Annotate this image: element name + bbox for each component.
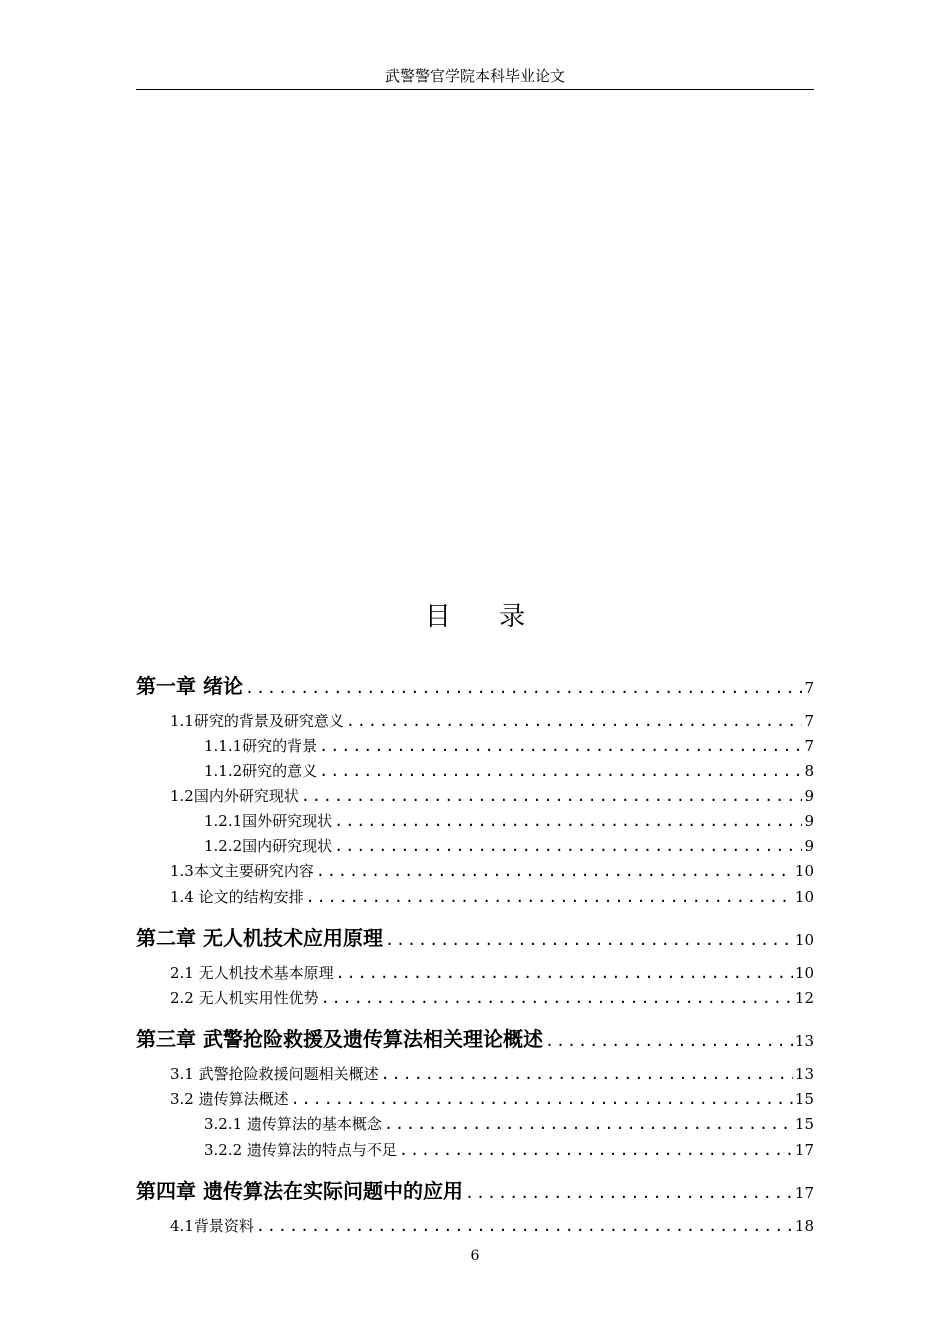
dot-leader (245, 679, 802, 697)
toc-entry-page: 9 (804, 837, 814, 855)
toc-entry-page: 10 (794, 931, 814, 949)
toc-entry-1-1[interactable] (170, 710, 814, 731)
dot-leader (319, 762, 802, 780)
dot-leader (384, 1115, 793, 1133)
toc-entry-chapter-2[interactable] (136, 922, 814, 951)
toc-entry-1-2-1[interactable] (204, 810, 814, 831)
toc-entry-page: 9 (804, 812, 814, 830)
toc-entry-3-2[interactable] (170, 1088, 814, 1109)
toc-entry-label: 1.3本文主要研究内容 (170, 862, 314, 880)
toc-entry-label: 第三章 武警抢险救援及遗传算法相关理论概述 (136, 1027, 543, 1051)
dot-leader (399, 1141, 793, 1159)
toc-entry-3-2-1[interactable] (204, 1113, 814, 1134)
toc-entry-page: 7 (804, 679, 814, 697)
toc-entry-4-1[interactable] (170, 1215, 814, 1236)
toc-entry-label: 1.1.2研究的意义 (204, 762, 318, 780)
toc-entry-label: 1.2国内外研究现状 (170, 787, 299, 805)
page-header (136, 64, 814, 90)
toc-entry-chapter-1[interactable] (136, 670, 814, 699)
toc-entry-3-1[interactable] (170, 1063, 814, 1084)
dot-leader (321, 989, 793, 1007)
toc-entry-page: 15 (794, 1115, 814, 1133)
toc-entry-page: 17 (794, 1141, 814, 1159)
toc-entry-1-4[interactable] (170, 886, 814, 907)
dot-leader (334, 812, 802, 830)
dot-leader (334, 837, 802, 855)
dot-leader (465, 1184, 793, 1202)
toc-entry-label: 3.2.1 遗传算法的基本概念 (204, 1115, 382, 1133)
toc-entry-page: 10 (794, 964, 814, 982)
toc-entry-page: 9 (804, 787, 814, 805)
toc-entry-page: 7 (804, 712, 814, 730)
toc-entry-3-2-2[interactable] (204, 1139, 814, 1160)
toc-entry-page: 13 (794, 1065, 814, 1083)
toc-entry-2-2[interactable] (170, 987, 814, 1008)
toc-entry-page: 15 (794, 1090, 814, 1108)
toc-entry-label: 1.4 论文的结构安排 (170, 888, 304, 906)
dot-leader (545, 1032, 793, 1050)
dot-leader (385, 931, 793, 949)
toc-entry-1-2[interactable] (170, 785, 814, 806)
toc-entry-1-1-1[interactable] (204, 735, 814, 756)
dot-leader (306, 888, 793, 906)
toc-entry-page: 10 (794, 888, 814, 906)
toc-entry-2-1[interactable] (170, 962, 814, 983)
toc-entry-page: 17 (794, 1184, 814, 1202)
toc-entry-chapter-4[interactable] (136, 1175, 814, 1204)
toc-entry-label: 1.1.1研究的背景 (204, 737, 318, 755)
toc-entry-label: 2.2 无人机实用性优势 (170, 989, 319, 1007)
toc-entry-page: 12 (794, 989, 814, 1007)
toc-entry-1-2-2[interactable] (204, 835, 814, 856)
toc-entry-page: 10 (794, 862, 814, 880)
dot-leader (291, 1090, 793, 1108)
dot-leader (336, 964, 793, 982)
toc-entry-chapter-3[interactable] (136, 1023, 814, 1052)
toc-entry-page: 13 (794, 1032, 814, 1050)
dot-leader (316, 862, 793, 880)
toc-entry-label: 3.2 遗传算法概述 (170, 1090, 289, 1108)
toc-entry-1-3[interactable] (170, 860, 814, 881)
dot-leader (256, 1217, 793, 1235)
toc-entry-label: 第二章 无人机技术应用原理 (136, 926, 383, 950)
dot-leader (381, 1065, 793, 1083)
toc-entry-label: 2.1 无人机技术基本原理 (170, 964, 334, 982)
toc-entry-label: 4.1背景资料 (170, 1217, 254, 1235)
toc-entry-label: 3.2.2 遗传算法的特点与不足 (204, 1141, 397, 1159)
toc-entry-label: 第四章 遗传算法在实际问题中的应用 (136, 1179, 463, 1203)
toc-entry-page: 8 (804, 762, 814, 780)
page-number: 6 (470, 1248, 480, 1264)
toc-entry-1-1-2[interactable] (204, 760, 814, 781)
toc-entry-label: 1.2.1国外研究现状 (204, 812, 333, 830)
header-text: 武警警官学院本科毕业论文 (384, 67, 565, 85)
toc-entry-label: 第一章 绪论 (136, 674, 243, 698)
toc-entry-label: 3.1 武警抢险救援问题相关概述 (170, 1065, 379, 1083)
dot-leader (301, 787, 803, 805)
toc-title: 目 录 (424, 602, 546, 632)
dot-leader (346, 712, 803, 730)
toc-entry-page: 18 (794, 1217, 814, 1235)
toc-entry-page: 7 (804, 737, 814, 755)
toc-entry-label: 1.2.2国内研究现状 (204, 837, 333, 855)
toc-entry-label: 1.1研究的背景及研究意义 (170, 712, 344, 730)
dot-leader (319, 737, 802, 755)
